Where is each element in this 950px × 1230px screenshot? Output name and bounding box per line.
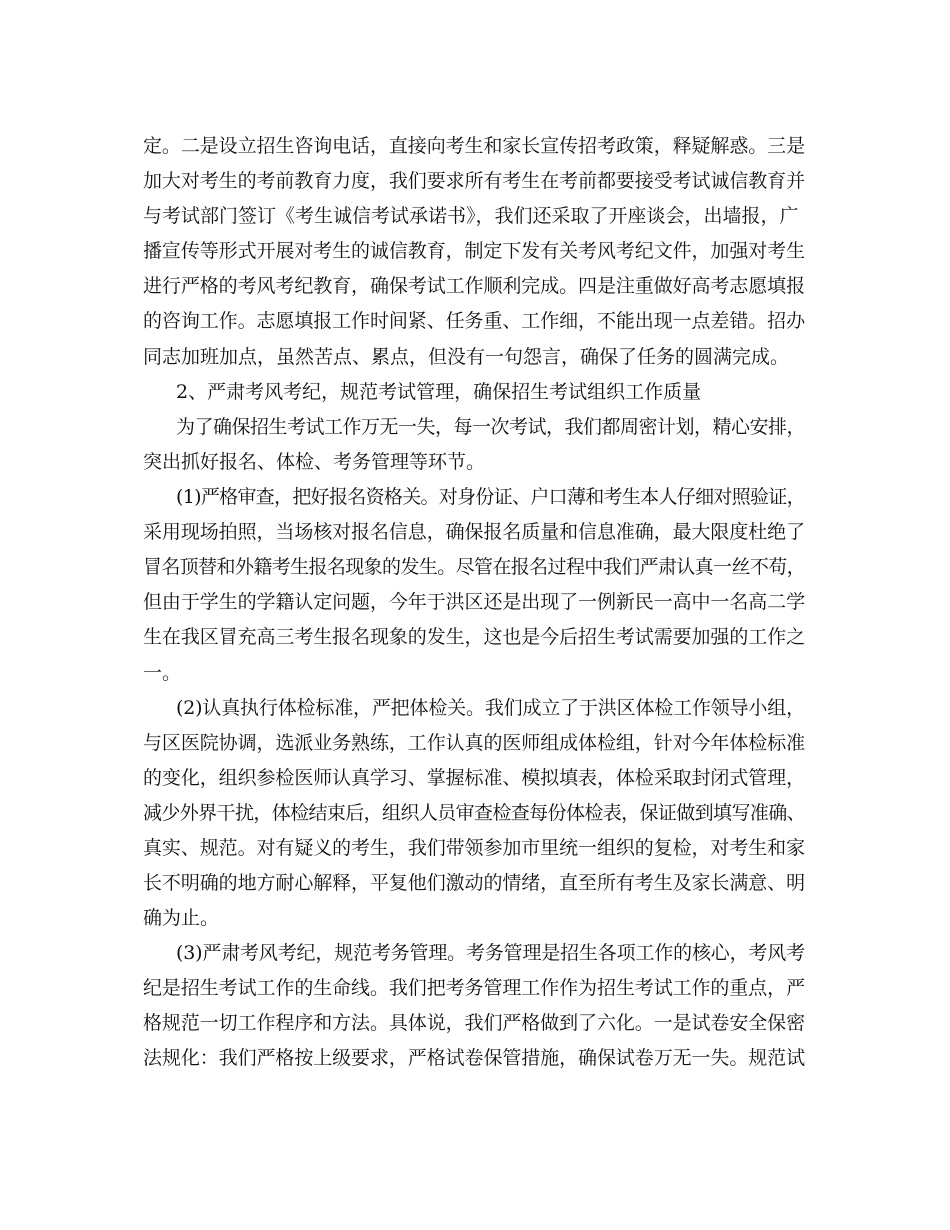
body-text-line: 突出抓好报名、体检、考务管理等环节。 <box>143 451 486 473</box>
body-text-line: 加大对考生的考前教育力度，我们要求所有考生在考前都要接受考试诚信教育并 <box>143 170 806 192</box>
body-text-line: 冒名顶替和外籍考生报名现象的发生。尽管在报名过程中我们严肃认真一丝不苟， <box>143 556 806 578</box>
body-text-line: 的变化，组织参检医师认真学习、掌握标准、模拟填表，体检采取封闭式管理， <box>143 767 806 789</box>
body-text-line: 长不明确的地方耐心解释，平复他们激动的情绪，直至所有考生及家长满意、明 <box>143 872 806 894</box>
body-text-line: (1)严格审查，把好报名资格关。对身份证、户口薄和考生本人仔细对照验证， <box>176 486 805 508</box>
body-text-line: (2)认真执行体检标准，严把体检关。我们成立了于洪区体检工作领导小组， <box>176 697 805 719</box>
body-text-line: 减少外界干扰，体检结束后，组织人员审查检查每份体检表，保证做到填写准确、 <box>143 802 806 824</box>
body-text-line: 播宣传等形式开展对考生的诚信教育，制定下发有关考风考纪文件，加强对考生 <box>143 240 806 262</box>
body-text-line: 生在我区冒充高三考生报名现象的发生，这也是今后招生考试需要加强的工作之 <box>143 626 806 648</box>
body-text-line: 格规范一切工作程序和方法。具体说，我们严格做到了六化。一是试卷安全保密 <box>143 1012 806 1034</box>
body-text-line: 确为止。 <box>143 907 220 929</box>
body-text-line: 一。 <box>143 662 182 684</box>
body-text-line: 的咨询工作。志愿填报工作时间紧、任务重、工作细，不能出现一点差错。招办 <box>143 310 806 332</box>
body-text-line: 采用现场拍照，当场核对报名信息，确保报名质量和信息准确，最大限度杜绝了 <box>143 521 806 543</box>
body-text-line: 但由于学生的学籍认定问题，今年于洪区还是出现了一例新民一高中一名高二学 <box>143 591 806 613</box>
body-text-line: 真实、规范。对有疑义的考生，我们带领参加市里统一组织的复检，对考生和家 <box>143 837 806 859</box>
body-text-line: 与考试部门签订《考生诚信考试承诺书》，我们还采取了开座谈会，出墙报，广 <box>143 205 799 227</box>
body-text-line: 定。二是设立招生咨询电话，直接向考生和家长宣传招考政策，释疑解惑。三是 <box>143 135 806 157</box>
body-text-line: 进行严格的考风考纪教育，确保考试工作顺利完成。四是注重做好高考志愿填报 <box>143 275 806 297</box>
body-text-line: 纪是招生考试工作的生命线。我们把考务管理工作作为招生考试工作的重点，严 <box>143 977 806 999</box>
body-text-line: 同志加班加点，虽然苦点、累点，但没有一句怨言，确保了任务的圆满完成。 <box>143 346 790 368</box>
body-text-line: 法规化：我们严格按上级要求，严格试卷保管措施，确保试卷万无一失。规范试 <box>143 1047 806 1069</box>
body-text-line: (3)严肃考风考纪，规范考务管理。考务管理是招生各项工作的核心，考风考 <box>176 942 805 964</box>
section-heading: 2、严肃考风考纪，规范考试管理，确保招生考试组织工作质量 <box>176 381 702 403</box>
body-text-line: 与区医院协调，选派业务熟练，工作认真的医师组成体检组，针对今年体检标准 <box>143 732 806 754</box>
body-text-line: 为了确保招生考试工作万无一失，每一次考试，我们都周密计划，精心安排， <box>176 416 806 438</box>
